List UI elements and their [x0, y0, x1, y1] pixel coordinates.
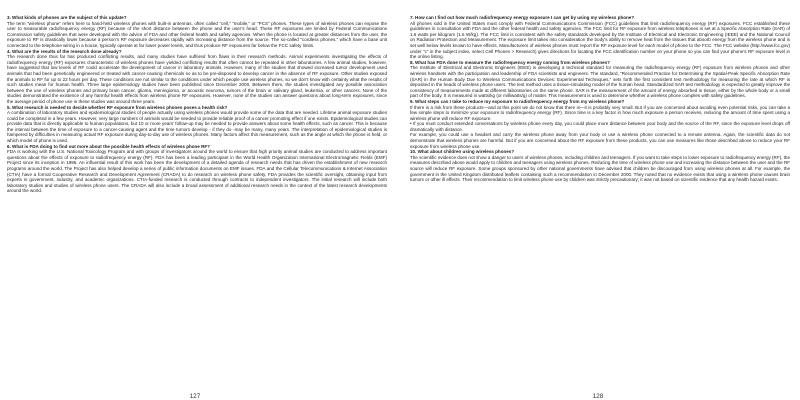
page-number: 127 [189, 393, 201, 400]
section-paragraph: FDA is working with the U.S. National Toxicology Program and with groups of investigators around the world to ensure that high priority animal studies are conducted to address important questions about the effects of exposure to radiofrequency energy (RF). FDA has been a leading participant in the World Health Organization International Electromagnetic Fields (EMF) Project since its inception in 1996. An influential result of this work has been the development of a detailed agenda of research needs that has driven the establishment of new research programs around the world. The Project has also helped develop a series of public information documents on EMF issues. FDA and the Cellular Telecommunications & Internet Association (CTIA) have a formal Cooperative Research and Development Agreement (CRADA) to do research on wireless phone safety. FDA provides the scientific oversight, obtaining input from experts in government, industry, and academic organizations. CTIA-funded research is conducted through contracts to independent investigators. The initial research will include both laboratory studies and studies of wireless phone users. The CRADA will also include a broad assessment of additional research needs in the context of the latest research developments around the world. [7, 149, 387, 194]
section-paragraph: • If you must conduct extended conversations by wireless phone every day, you could place more distance between your body and the source of the RF, since the exposure level drops off dramatically with distance. [410, 121, 790, 132]
section-title: 3. What kinds of phones are the subject of this update? [7, 15, 127, 20]
section-paragraph: A combination of laboratory studies and epidemiological studies of people actually using wireless phones would provide some of the data that are needed. Lifetime animal exposure studies could be completed in a few years. However, very large numbers of animals would be needed to provide reliable proof of a cancer promoting effect if one exists. Epidemiological studies can provide data that is directly applicable to human populations, but 10 or more years’ follow-up may be needed to provide answers about some health effects, such as cancer. This is because the interval between the time of exposure to a cancer-causing agent and the time tumors develop - if they do -may be many, many years. The interpretation of epidemiological studies is hampered by difficulties in measuring actual RF exposure during day-to-day use of wireless phones. Many factors affect this measurement, such as the angle at which the phone is held, or which model of phone is used. [7, 110, 387, 144]
section-paragraph: For example, you could use a headset and carry the wireless phone away from your body or use a wireless phone connected to a remote antenna. Again, the scientific data do not demonstrate that wireless phones are harmful. But if you are concerned about the RF exposure from these products, you can use measures like those described above to reduce your RF exposure from wireless phone use. [410, 132, 790, 149]
page-number: 128 [592, 393, 604, 400]
section-title: 6. What is FDA doing to find out more about the possible health effects of wireless phone RF? [7, 143, 210, 149]
left-page-body [7, 15, 387, 194]
section-title: 9. What steps can I take to reduce my exposure to radiofrequency energy from my wireless phone? [410, 98, 625, 104]
section-title: 4. What are the results of the research done already? [7, 48, 122, 54]
right-page-body [410, 15, 790, 183]
section-title: 7. How can I find out how much radiofrequency energy exposure I can get by using my wireless phone? [410, 15, 635, 20]
section-title: 10. What about children using wireless phones? [410, 149, 515, 155]
section-paragraph: All phones sold in the United States must comply with Federal Communications Commission (FCC) guidelines that limit radiofrequency energy (RF) exposures. FCC established these guidelines in consultation with FDA and the other federal health and safety agencies. The FCC limit for RF exposure from wireless telephones is set at a Specific Absorption Rate (SAR) of 1.6 watts per kilogram (1.6 W/kg). The FCC limit is consistent with the safety standards developed by the Institute of Electrical and Electronic Engineering (IEEE) and the National Council on Radiation Protection and Measurement. The exposure limit takes into consideration the body’s ability to remove heat from the tissues that absorb energy from the wireless phone and is set well below levels known to have effects. Manufacturers of wireless phones must report the RF exposure level for each model of phone to the FCC. The FCC website (http://www.fcc.gov) under “c” in the subject index, select Cell Phones > Research) gives directions for locating the FCC identification number on your phone so you can find your phone’s RF exposure level in the online listing. [410, 20, 790, 60]
section-title: 8. What has FDA done to measure the radiofrequency energy coming from wireless phones? [410, 59, 610, 65]
left-page [7, 15, 387, 400]
section-paragraph: The research done thus far has produced conflicting results, and many studies have suffered from flaws in their research methods. Animal experiments investigating the effects of radiofrequency energy (RF) exposures characteristic of wireless phones have yielded conflicting results that often cannot be repeated in other laboratories. A few animal studies, however, have suggested that low levels of RF could accelerate the development of cancer in laboratory animals. However, many of the studies that showed increased tumor development used animals that had been genetically engineered or treated with cancer-causing chemicals so as to be pre-disposed to develop cancer in the absence of RF exposure. Other studies exposed the animals to RF for up to 22 hours per day. These conditions are not similar to the conditions under which people use wireless phones, so we don’t know with certainty what the results of such studies mean for human health. Three large epidemiology studies have been published since December 2000. Between them, the studies investigated any possible association between the use of wireless phones and primary brain cancer, glioma, meningioma, or acoustic neuroma, tumors of the brain or salivary gland, leukemia, or other cancers. None of the studies demonstrated the existence of any harmful health effects from wireless phone RF exposures. However, none of the studies can answer questions about long-term exposures, since the average period of phone use in these studies was around three years. [7, 54, 387, 104]
right-page [410, 15, 790, 400]
section-title: 5. What research is needed to decide whether RF exposure from wireless phones poses a health risk? [7, 104, 228, 110]
section-paragraph: If there is a risk from these products—and at this point we do not know that there is—it is probably very small. But if you are concerned about avoiding even potential risks, you can take a few simple steps to minimize your exposure to radiofrequency energy (RF). Since time is a key factor in how much exposure a person receives, reducing the amount of time spent using a wireless phone will reduce RF exposure. [410, 104, 790, 121]
section-paragraph: The term “wireless phone” refers here to hand-held wireless phones with built-in antennas, often called “cell,” “mobile,” or “PCS” phones. These types of wireless phones can expose the user to measurable radiofrequency energy (RF) because of the short distance between the phone and the user’s head. These RF exposures are limited by Federal Communications Commission safety guidelines that were developed with the advice of FDA and other federal health and safety agencies. When the phone is located at greater distances from the user, the exposure to RF is drastically lower because a person’s RF exposure decreases rapidly with increasing distance from the source. The so-called “cordless phones,” which have a base unit connected to the telephone wiring in a house, typically operate at far lower power levels, and thus produce RF exposures far below the FCC safety limits. [7, 20, 387, 48]
section-paragraph: The scientific evidence does not show a danger to users of wireless phones, including children and teenagers. If you want to take steps to lower exposure to radiofrequency energy (RF), the measures described above would apply to children and teenagers using wireless phones. Reducing the time of wireless phone use and increasing the distance between the user and the RF source will reduce RF exposure. Some groups sponsored by other national governments have advised that children be discouraged from using wireless phones at all. For example, the government in the United Kingdom distributed leaflets containing such a recommendation in December 2000. They noted that no evidence exists that using a wireless phone causes brain tumors or other ill effects. Their recommendation to limit wireless phone use by children was strictly precautionary; it was not based on scientific evidence that any health hazard exists. [410, 154, 790, 183]
section-paragraph: The Institute of Electrical and Electronic Engineers (IEEE) is developing a technical standard for measuring the radiofrequency energy (RF) exposure from wireless phones and other wireless handsets with the participation and leadership of FDA scientists and engineers. The standard, “Recommended Practice for Determining the Spatial-Peak Specific Absorption Rate (SAR) in the Human Body Due to Wireless Communications Devices: Experimental Techniques,” sets forth the first consistent test methodology for measuring the rate at which RF is deposited in the heads of wireless phone users. The test method uses a tissue-simulating model of the human head. Standardized SAR test methodology is expected to greatly improve the consistency of measurements made at different laboratories on the same phone. SAR is the measurement of the amount of energy absorbed in tissue, either by the whole body or a small part of the body. It is measured in watts/kg (or milliwatts/g) of matter. This measurement is used to determine whether a wireless phone complies with safety guidelines. [410, 65, 790, 99]
